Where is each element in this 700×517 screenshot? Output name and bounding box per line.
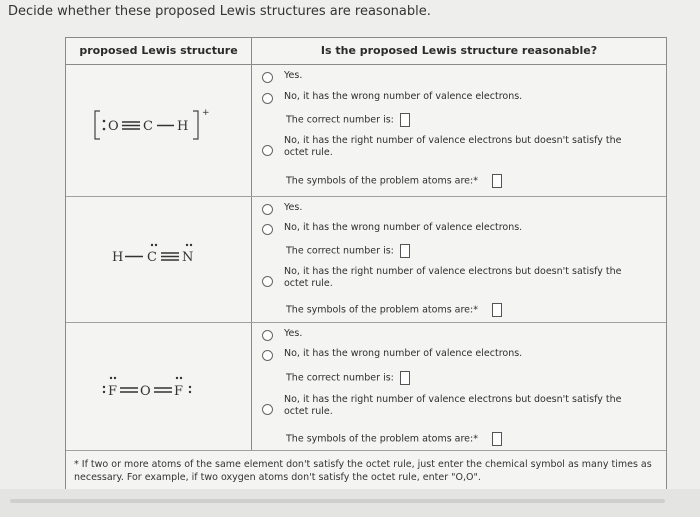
option-yes[interactable] <box>252 327 666 343</box>
symbols-input[interactable] <box>492 174 502 188</box>
option-label-line2: octet rule. <box>284 147 333 158</box>
correct-number-label: The correct number is: <box>286 372 394 384</box>
lewis-structure-table <box>65 37 667 491</box>
radio-button[interactable] <box>262 204 273 215</box>
symbols-label: The symbols of the problem atoms are:* <box>286 433 478 445</box>
svg-text:O: O <box>108 119 119 134</box>
option-label: Yes. <box>284 328 303 339</box>
svg-text:H: H <box>177 119 189 134</box>
option-yes[interactable] <box>252 201 666 217</box>
radio-button[interactable] <box>262 145 273 156</box>
symbols-label: The symbols of the problem atoms are:* <box>286 304 478 316</box>
radio-button[interactable] <box>262 404 273 415</box>
option-label-line2: octet rule. <box>284 278 333 289</box>
lewis-structure-hcn <box>110 241 220 271</box>
footnote: * If two or more atoms of the same element don't satisfy the octet rule, just enter the chemical symbol as many times as necessary. For example, if two oxygen atoms don't satisfy the octet rule, enter "O,O". <box>74 459 652 483</box>
svg-text:H: H <box>112 250 124 265</box>
option-label-line1: No, it has the right number of valence electrons but doesn't satisfy the <box>284 266 622 277</box>
correct-number-label: The correct number is: <box>286 245 394 257</box>
correct-number-input[interactable] <box>400 113 410 127</box>
table-row <box>66 323 666 451</box>
svg-text:F: F <box>108 384 118 399</box>
correct-number-line <box>286 113 410 127</box>
option-wrong-valence[interactable] <box>252 90 666 106</box>
option-label: Yes. <box>284 202 303 213</box>
correct-number-label: The correct number is: <box>286 114 394 126</box>
radio-button[interactable] <box>262 93 273 104</box>
svg-text:O: O <box>140 384 151 399</box>
option-label: No, it has the wrong number of valence electrons. <box>284 348 523 359</box>
option-label-line1: No, it has the right number of valence electrons but doesn't satisfy the <box>284 394 622 405</box>
structure-cell <box>66 197 252 322</box>
option-label-line1: No, it has the right number of valence electrons but doesn't satisfy the <box>284 135 622 146</box>
radio-button[interactable] <box>262 276 273 287</box>
symbols-input[interactable] <box>492 432 502 446</box>
svg-text:C: C <box>147 250 157 265</box>
correct-number-input[interactable] <box>400 244 410 258</box>
option-wrong-valence[interactable] <box>252 347 666 363</box>
radio-button[interactable] <box>262 72 273 83</box>
symbols-line <box>286 303 502 317</box>
radio-button[interactable] <box>262 350 273 361</box>
column-header-reasonable: Is the proposed Lewis structure reasonable? <box>320 44 598 57</box>
option-octet-rule[interactable] <box>252 266 666 294</box>
option-octet-rule[interactable] <box>252 135 666 163</box>
table-row <box>66 65 666 197</box>
svg-text:N: N <box>182 250 194 265</box>
correct-number-input[interactable] <box>400 371 410 385</box>
table-header <box>66 38 666 65</box>
option-yes[interactable] <box>252 69 666 85</box>
bottom-bar <box>0 489 700 517</box>
structure-cell <box>66 323 252 450</box>
scrollbar[interactable] <box>10 499 665 503</box>
symbols-input[interactable] <box>492 303 502 317</box>
options-cell <box>252 323 666 450</box>
radio-button[interactable] <box>262 330 273 341</box>
option-label: No, it has the wrong number of valence electrons. <box>284 91 523 102</box>
correct-number-line <box>286 371 410 385</box>
lewis-structure-fof <box>98 373 228 405</box>
option-wrong-valence[interactable] <box>252 221 666 237</box>
option-label-line2: octet rule. <box>284 406 333 417</box>
question-prompt: Decide whether these proposed Lewis structures are reasonable. <box>8 4 431 19</box>
symbols-line <box>286 174 502 188</box>
svg-text:C: C <box>143 119 153 134</box>
symbols-label: The symbols of the problem atoms are:* <box>286 175 478 187</box>
correct-number-line <box>286 244 410 258</box>
options-cell <box>252 65 666 196</box>
option-label: No, it has the wrong number of valence electrons. <box>284 222 523 233</box>
structure-cell <box>66 65 252 196</box>
column-header-structure: proposed Lewis structure <box>66 38 252 64</box>
symbols-line <box>286 432 502 446</box>
options-cell <box>252 197 666 322</box>
option-octet-rule[interactable] <box>252 394 666 422</box>
svg-text:+: + <box>202 108 210 118</box>
option-label: Yes. <box>284 70 303 81</box>
radio-button[interactable] <box>262 224 273 235</box>
svg-text:F: F <box>174 384 184 399</box>
table-row <box>66 197 666 323</box>
lewis-structure-oc-h-plus <box>90 105 230 145</box>
